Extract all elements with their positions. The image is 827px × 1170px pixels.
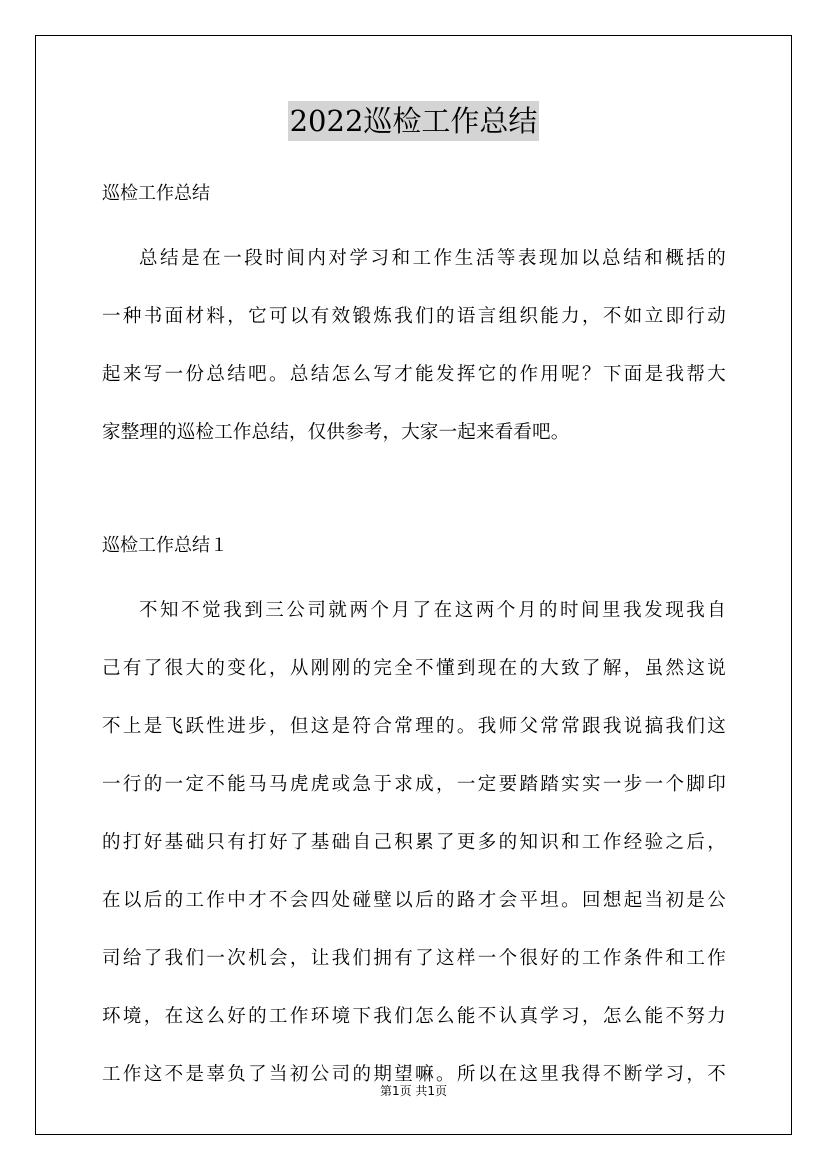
- page-footer: 第1页 共1页: [379, 1084, 448, 1098]
- title-container: [0, 101, 827, 141]
- intro-paragraph: [102, 230, 726, 462]
- paragraph-line: 的打好基础只有打好了基础自己积累了更多的知识和工作经验之后，: [102, 832, 726, 853]
- paragraph-line: 一行的一定不能马马虎虎或急于求成，一定要踏踏实实一步一个脚印: [102, 774, 726, 795]
- document-body: [102, 172, 726, 1104]
- paragraph-line: 己有了很大的变化，从刚刚的完全不懂到现在的大致了解，虽然这说: [102, 658, 726, 679]
- section1-heading: 巡检工作总结１: [102, 535, 228, 556]
- paragraph-line: 环境，在这么好的工作环境下我们怎么能不认真学习，怎么能不努力: [102, 1006, 726, 1027]
- paragraph-line: 不知不觉我到三公司就两个月了在这两个月的时间里我发现我自: [139, 600, 726, 621]
- document-title: 2022巡检工作总结: [288, 101, 540, 141]
- section1-paragraph: [102, 582, 726, 1104]
- paragraph-line: 总结是在一段时间内对学习和工作生活等表现加以总结和概括的: [139, 248, 726, 269]
- paragraph-line: 起来写一份总结吧。总结怎么写才能发挥它的作用呢？下面是我帮大: [102, 364, 726, 385]
- paragraph-line: 司给了我们一次机会，让我们拥有了这样一个很好的工作条件和工作: [102, 948, 726, 969]
- paragraph-line: 一种书面材料，它可以有效锻炼我们的语言组织能力，不如立即行动: [102, 306, 726, 327]
- intro-heading: 巡检工作总结: [102, 183, 210, 204]
- paragraph-line: 工作这不是辜负了当初公司的期望嘛。所以在这里我得不断学习，不: [102, 1064, 726, 1085]
- paragraph-line: 家整理的巡检工作总结，仅供参考，大家一起来看看吧。: [102, 422, 570, 443]
- paragraph-line: 在以后的工作中才不会四处碰壁以后的路才会平坦。回想起当初是公: [102, 890, 726, 911]
- paragraph-line: 不上是飞跃性进步，但这是符合常理的。我师父常常跟我说搞我们这: [102, 716, 726, 737]
